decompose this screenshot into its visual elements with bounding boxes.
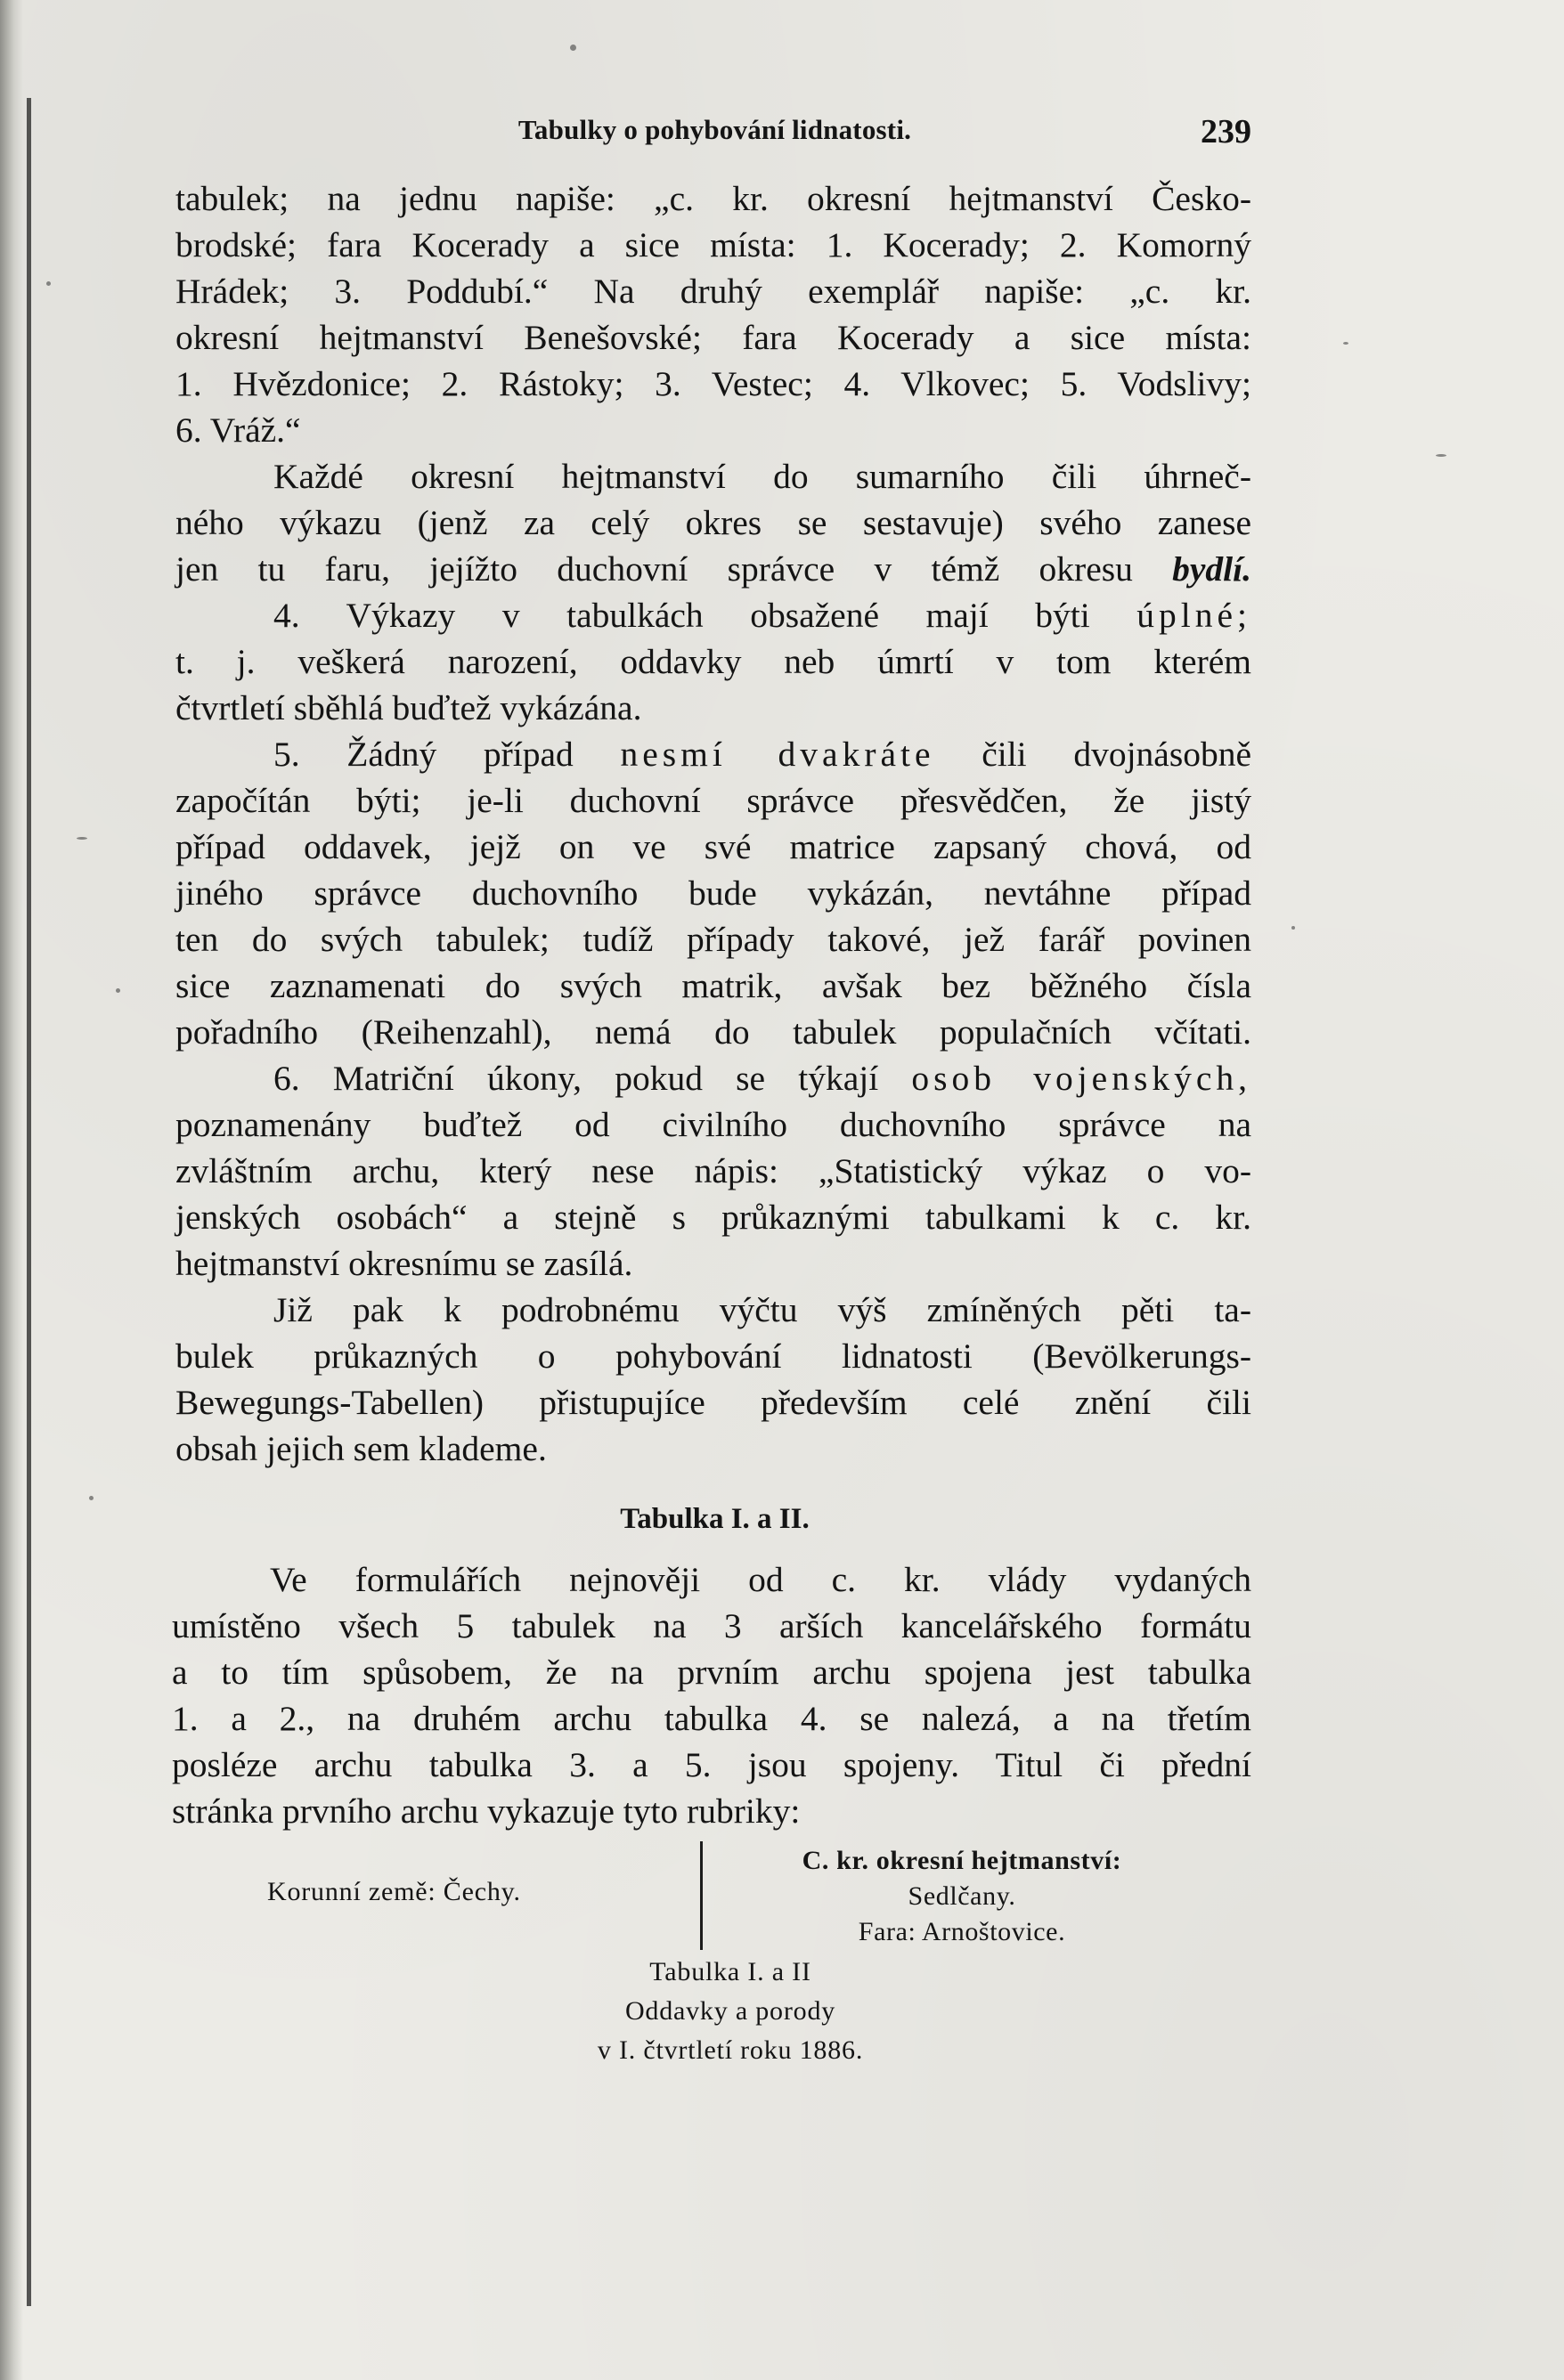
text-run: 6. Matriční úkony, pokud se týkají [273, 1059, 912, 1098]
text-line: tabulek; na jednu napiše: „c. kr. okresní hejtmanství Česko- [175, 179, 1251, 218]
text-line: Bewegungs-Tabellen) přistupujíce především celé znění čili [175, 1383, 1251, 1422]
text-line: poznamenány buďtež od civilního duchovního správce na [175, 1105, 1251, 1144]
text-line: a to tím spůsobem, že na prvním archu spojena jest tabulka [172, 1653, 1251, 1692]
text-line: t. j. veškerá narození, oddavky neb úmrtí v tom kterém [175, 642, 1251, 681]
text-line: ten do svých tabulek; tudíž případy takové, jež farář povinen [175, 920, 1251, 959]
form-district-value: Sedlčany. [908, 1881, 1016, 1911]
text-line: stránka prvního archu vykazuje tyto rubriky: [172, 1791, 801, 1831]
text-line: posléze archu tabulka 3. a 5. jsou spojeny. Titul či přední [172, 1745, 1251, 1784]
paper-speck [1291, 926, 1295, 930]
page-number: 239 [1201, 113, 1251, 150]
text-line: hejtmanství okresnímu se zasílá. [175, 1244, 633, 1283]
form-district-block [713, 1843, 1211, 1950]
text-line: sice zaznamenati do svých matrik, avšak bez běžného čísla [175, 966, 1251, 1005]
paper-speck [77, 837, 87, 840]
text-line: Každé okresní hejtmanství do sumarního čili úhrneč- [273, 457, 1251, 496]
emphasis-text: bydlí. [1172, 549, 1251, 589]
text-line: jenských osobách“ a stejně s průkaznými tabulkami k c. kr. [175, 1198, 1251, 1237]
text-line: umístěno všech 5 tabulek na 3 arších kancelářského formátu [172, 1606, 1251, 1645]
form-title-block [445, 1953, 1015, 2070]
text-line: ného výkazu (jenž za celý okres se sestavuje) svého zanese [175, 503, 1251, 542]
text-line: brodské; fara Kocerady a sice místa: 1. Kocerady; 2. Komorný [175, 225, 1251, 264]
text-line: Již pak k podrobnému výčtu výš zmíněných pěti ta- [273, 1290, 1251, 1329]
form-table-subtitle: Oddavky a porody [624, 1996, 836, 2026]
text-line: případ oddavek, jejž on ve své matrice zapsaný chová, od [175, 827, 1251, 866]
text-run: čili dvojnásobně [934, 735, 1251, 774]
binding-line [27, 98, 31, 2306]
text-line: započítán býti; je-li duchovní správce přesvědčen, že jistý [175, 781, 1251, 820]
emphasis-text: úplné; [1136, 596, 1251, 635]
running-header-title: Tabulky o pohybování lidnatosti. [517, 114, 912, 145]
text-line [175, 1055, 1251, 1101]
form-parish: Fara: Arnoštovice. [858, 1917, 1066, 1946]
paper-speck [1343, 342, 1348, 345]
text-line: obsah jejich sem klademe. [175, 1429, 547, 1468]
paper-speck [89, 1496, 94, 1500]
text-run: jen tu faru, jejížto duchovní správce v témž okresu [175, 549, 1173, 589]
text-line: bulek průkazných o pohybování lidnatosti (Bevölkerungs- [175, 1336, 1251, 1376]
text-run: 5. Žádný případ [273, 735, 621, 774]
form-crown-land: Korunní země: Čechy. [267, 1877, 521, 1906]
text-line [175, 592, 1251, 638]
emphasis-text: nesmí dvakráte [620, 735, 935, 774]
text-line: 1. Hvězdonice; 2. Rástoky; 3. Vestec; 4. Vlkovec; 5. Vodslivy; [175, 364, 1251, 403]
emphasis-text: osob vojenských, [911, 1059, 1251, 1098]
paper-speck [1436, 454, 1446, 457]
form-district-label: C. kr. okresní hejtmanství: [802, 1846, 1122, 1875]
paper-speck [116, 988, 120, 993]
paper-speck [570, 45, 576, 51]
body-text [175, 175, 1251, 1472]
text-line: pořadního (Reihenzahl), nemá do tabulek populačních včítati. [175, 1012, 1251, 1052]
section-text [172, 1556, 1251, 1834]
form-divider [700, 1841, 703, 1950]
page-edge-shadow [0, 0, 23, 2380]
text-line: čtvrtletí sběhlá buďtež vykázána. [175, 688, 642, 727]
running-header [178, 114, 1251, 158]
paper-speck [46, 281, 51, 286]
text-line: jiného správce duchovního bude vykázán, nevtáhne případ [175, 873, 1251, 913]
text-line [175, 731, 1251, 777]
text-run: 4. Výkazy v tabulkách obsažené mají býti [273, 596, 1137, 635]
form-table-title: Tabulka I. a II [649, 1957, 811, 1986]
form-period: v I. čtvrtletí roku 1886. [597, 2035, 864, 2065]
text-line: Ve formulářích nejnověji od c. kr. vlády vydaných [270, 1560, 1251, 1599]
section-heading: Tabulka I. a II. [620, 1503, 810, 1535]
text-line: Hrádek; 3. Poddubí.“ Na druhý exemplář napiše: „c. kr. [175, 272, 1251, 311]
text-line: 6. Vráž.“ [175, 410, 301, 450]
text-line: zvláštním archu, který nese nápis: „Statistický výkaz o vo- [175, 1151, 1251, 1190]
text-line: okresní hejtmanství Benešovské; fara Kocerady a sice místa: [175, 318, 1251, 357]
text-line: 1. a 2., na druhém archu tabulka 4. se nalezá, a na třetím [172, 1699, 1251, 1738]
text-line [175, 546, 1251, 592]
